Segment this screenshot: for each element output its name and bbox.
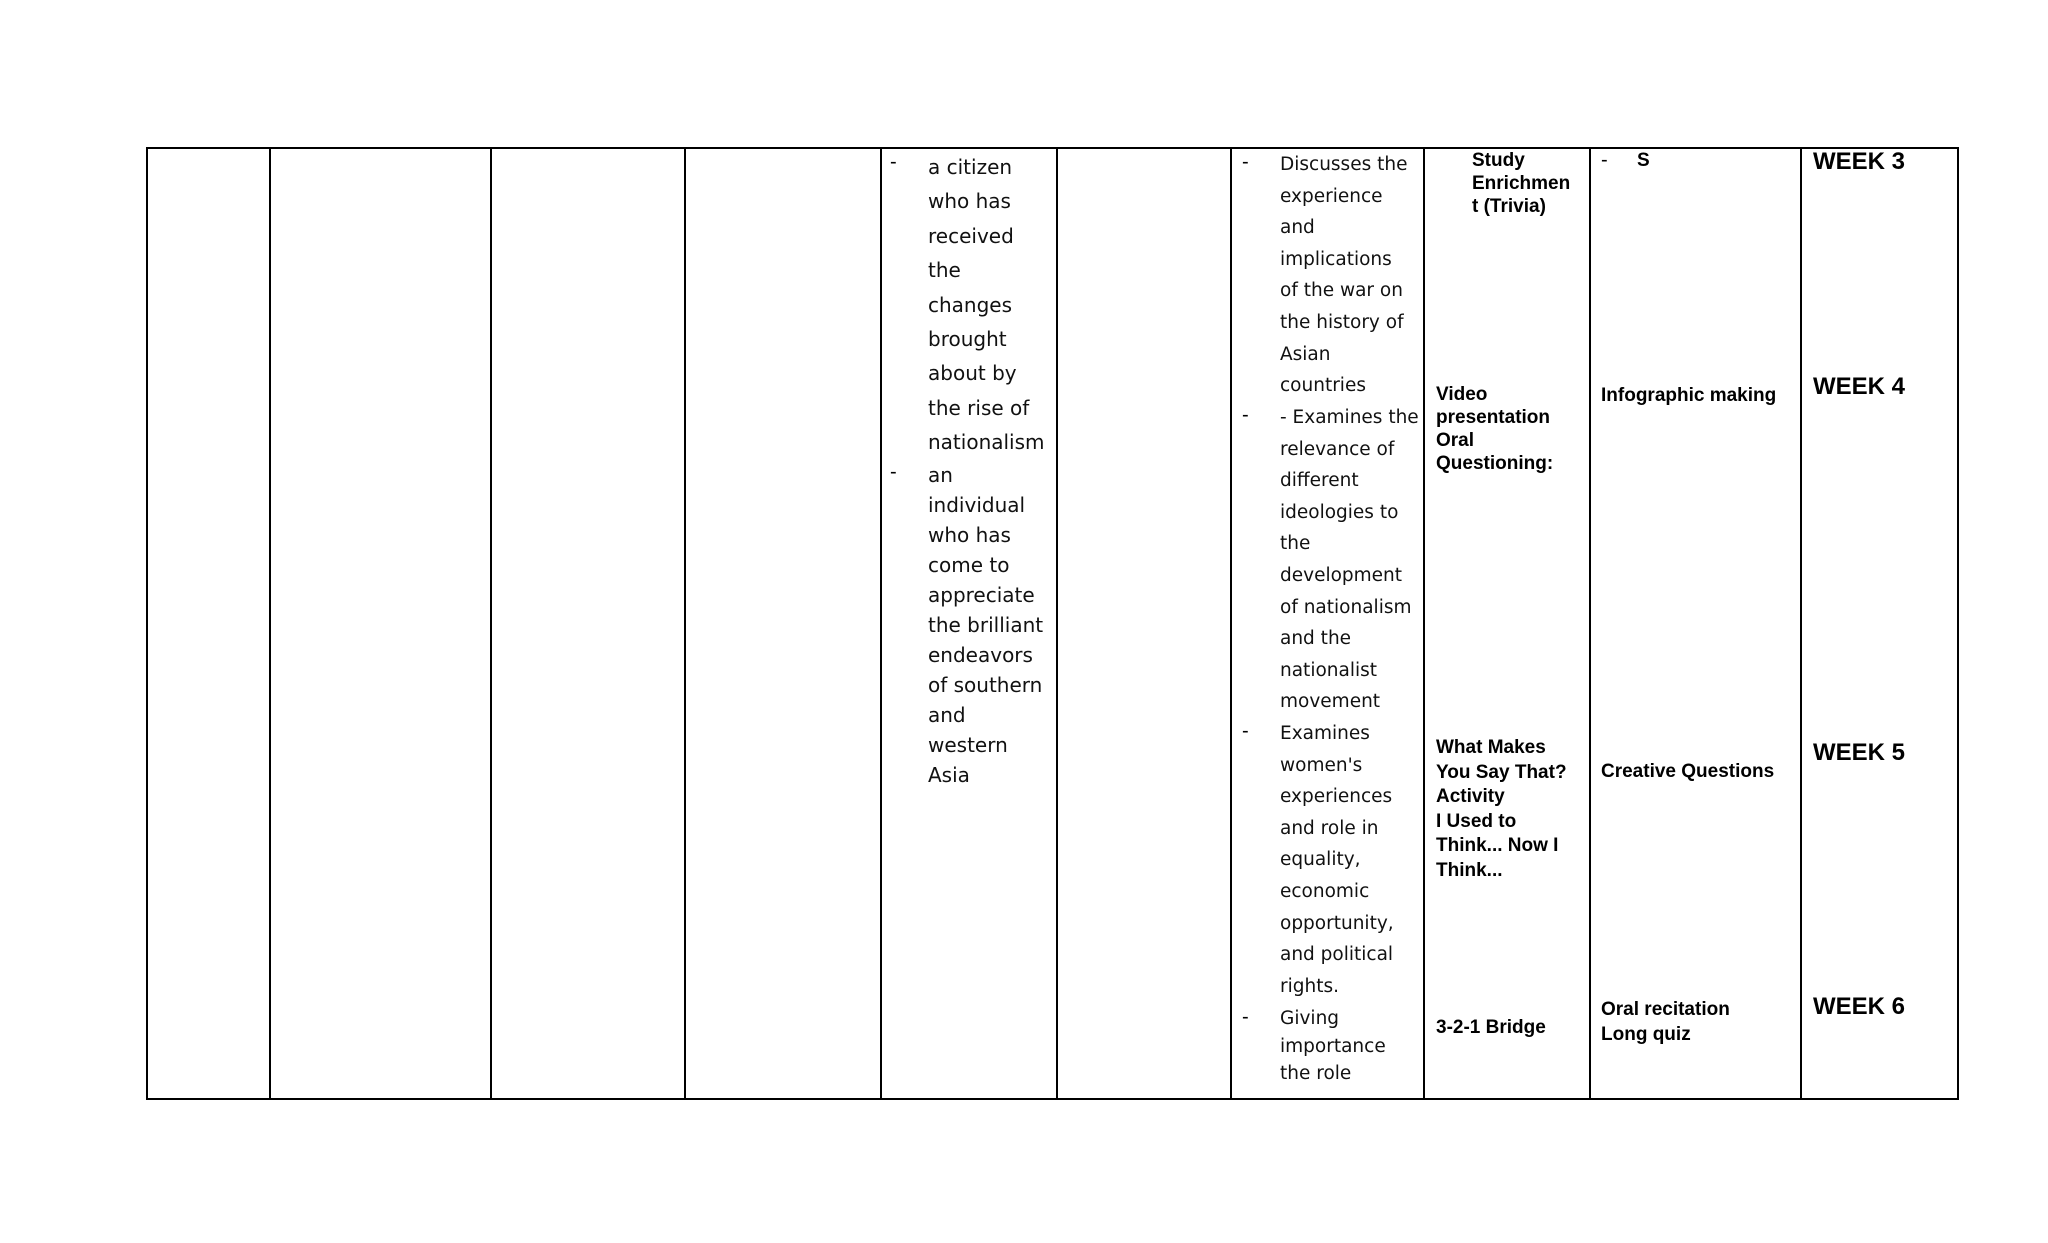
text-line: Oral (1436, 430, 1475, 451)
text-line: Asian (1280, 343, 1331, 365)
text-line: experience (1280, 185, 1383, 207)
text-line: and (928, 703, 966, 727)
column-divider (1056, 147, 1058, 1100)
text-line: experiences (1280, 786, 1393, 808)
text-line: importance (1280, 1035, 1386, 1057)
bullet-dash: - (1242, 404, 1249, 426)
activity-item (1436, 383, 1553, 475)
text-line: the (1280, 533, 1311, 555)
assessment-item (1601, 759, 1774, 784)
text-line: and role in (1280, 817, 1379, 839)
bullet-dash: - (890, 461, 897, 483)
text-line: - Examines the (1280, 407, 1419, 428)
text-line: endeavors (928, 643, 1033, 667)
text-line: development (1280, 564, 1403, 586)
text-line: an (928, 463, 953, 487)
text-line: the (928, 258, 961, 283)
text-line: Activity (1436, 786, 1505, 807)
text-line: women's (1280, 754, 1363, 776)
text-line: Infographic making (1601, 385, 1777, 406)
text-line: Oral recitation (1601, 999, 1730, 1020)
bullet-dash: - (1242, 1006, 1249, 1028)
competency-item (1280, 402, 1419, 718)
activity-item (1436, 736, 1567, 883)
week-label: WEEK 5 (1813, 739, 1906, 766)
text-line: the brilliant (928, 613, 1044, 637)
column-divider (490, 147, 492, 1100)
text-line: brought (928, 327, 1007, 352)
text-line: about by (928, 361, 1017, 386)
assessment-item (1601, 997, 1730, 1047)
text-line: I Used to (1436, 810, 1517, 832)
text-line: and (1280, 217, 1315, 239)
week-label: WEEK 3 (1813, 148, 1906, 175)
text-line: 3-2-1 Bridge (1436, 1017, 1546, 1038)
bullet-dash: - (890, 151, 897, 173)
text-line: implications (1280, 248, 1392, 270)
competency-item (1280, 718, 1394, 1002)
text-line: relevance of (1280, 438, 1395, 460)
text-line: Enrichmen (1472, 173, 1571, 194)
competency-item (1280, 149, 1407, 402)
text-line: come to (928, 553, 1010, 577)
week-label: WEEK 6 (1813, 993, 1906, 1020)
text-line: economic (1280, 880, 1370, 902)
curriculum-table (146, 147, 1959, 1100)
bullet-dash: - (1242, 720, 1249, 742)
assessment-item (1637, 148, 1650, 173)
text-line: the role (1280, 1063, 1352, 1084)
text-line: What Makes (1436, 737, 1546, 758)
text-line: presentation (1436, 407, 1551, 428)
text-line: who has (928, 523, 1011, 547)
text-line: nationalism (928, 430, 1045, 455)
text-line: different (1280, 470, 1359, 492)
text-line: rights. (1280, 975, 1339, 997)
column-divider (269, 147, 271, 1100)
text-line: Study (1472, 150, 1525, 171)
text-line: Think... (1436, 859, 1503, 881)
text-line: Asia (928, 763, 970, 787)
text-line: received (928, 223, 1014, 248)
outcome-item (928, 460, 1043, 790)
text-line: equality, (1280, 849, 1361, 871)
text-line: Think... Now I (1436, 835, 1559, 856)
activity-item (1436, 1016, 1546, 1039)
text-line: of the war on (1280, 280, 1403, 302)
text-line: You Say That? (1436, 761, 1567, 783)
column-divider (684, 147, 686, 1100)
column-divider (880, 147, 882, 1100)
column-divider (1230, 147, 1232, 1100)
bullet-dash: - (1601, 149, 1608, 171)
text-line: of nationalism (1280, 596, 1412, 618)
text-line: the history of (1280, 311, 1404, 333)
text-line: of southern (928, 673, 1043, 697)
text-line: ideologies to (1280, 501, 1399, 523)
text-line: movement (1280, 691, 1381, 713)
activity-item (1472, 149, 1570, 218)
text-line: western (928, 733, 1008, 757)
assessment-item (1601, 383, 1776, 408)
bullet-dash: - (1242, 151, 1249, 173)
text-line: appreciate (928, 583, 1035, 607)
text-line: and political (1280, 944, 1394, 966)
column-divider (1423, 147, 1425, 1100)
text-line: Video (1436, 384, 1488, 405)
text-line: who has (928, 189, 1011, 214)
text-line: a citizen (928, 155, 1013, 179)
text-line: countries (1280, 375, 1366, 397)
text-line: Discusses the (1280, 154, 1408, 175)
competency-item (1280, 1005, 1386, 1088)
outcome-item (928, 150, 1045, 460)
week-label: WEEK 4 (1813, 373, 1906, 400)
text-line: individual (928, 493, 1026, 517)
text-line: opportunity, (1280, 912, 1394, 934)
text-line: the rise of (928, 395, 1030, 420)
text-line: changes (928, 292, 1013, 317)
text-line: t (Trivia) (1472, 196, 1546, 217)
text-line: nationalist (1280, 659, 1378, 681)
text-line: Giving (1280, 1008, 1340, 1029)
text-line: Long quiz (1601, 1024, 1691, 1045)
text-line: Examines (1280, 723, 1370, 744)
text-line: and the (1280, 628, 1352, 650)
column-divider (1589, 147, 1591, 1100)
text-line: S (1637, 150, 1650, 171)
text-line: Creative Questions (1601, 761, 1775, 782)
column-divider (1800, 147, 1802, 1100)
text-line: Questioning: (1436, 453, 1554, 474)
